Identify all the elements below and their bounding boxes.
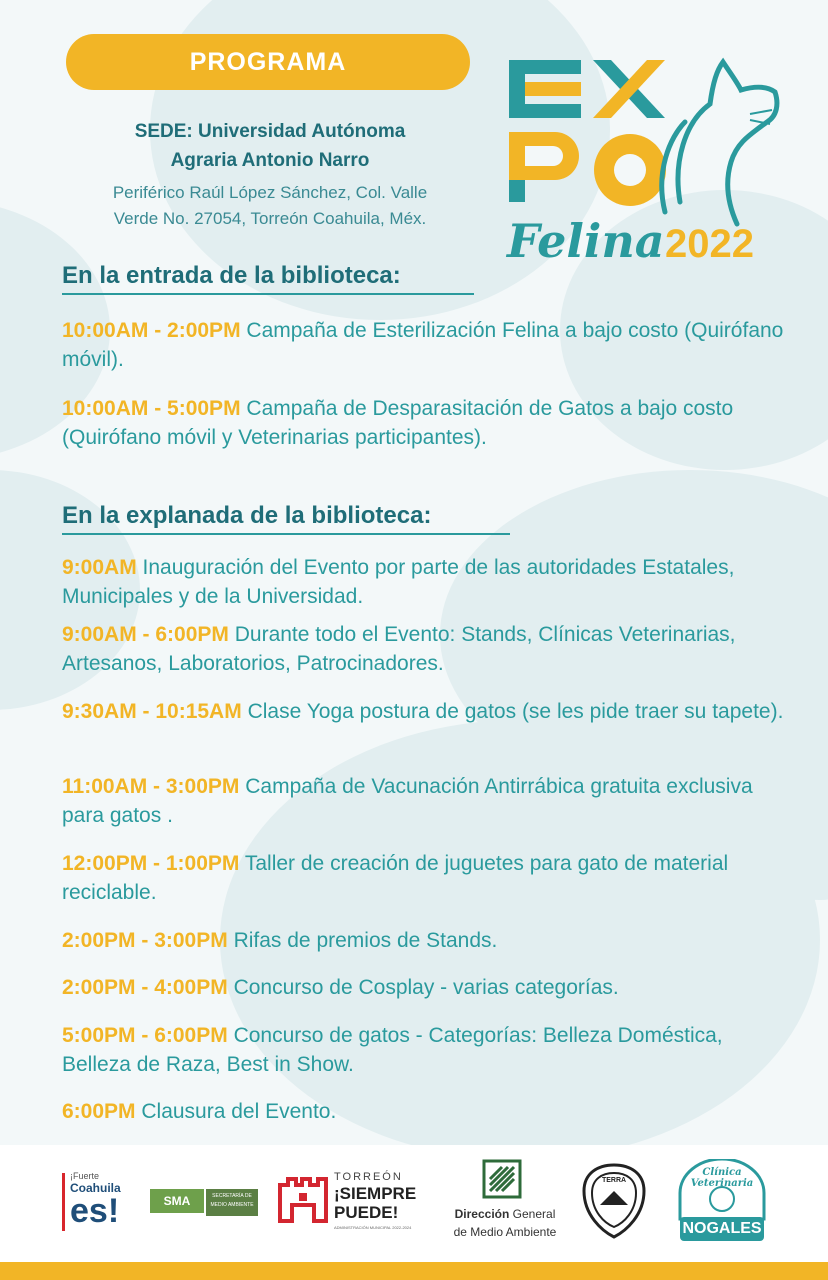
venue-line: SEDE: Universidad Autónoma (134, 121, 406, 142)
schedule-item (62, 697, 792, 726)
torreon-logo (278, 1171, 438, 1241)
letter-x (593, 60, 665, 118)
schedule-description: Clausura del Evento. (135, 1100, 337, 1123)
letter-e (509, 60, 581, 118)
schedule-description: Campaña de Esterilización Felina a bajo costo (Quirófano móvil). (62, 319, 784, 371)
torreon-tag: ADMINISTRACIÓN MUNICIPAL 2022-2024 (334, 1225, 412, 1230)
nogales-name: NOGALES (682, 1220, 762, 1237)
coahuila-logo (58, 1169, 140, 1235)
schedule-item (62, 316, 792, 374)
programa-banner (66, 34, 470, 90)
bottom-bar (0, 1262, 828, 1280)
schedule-description: Inauguración del Evento por parte de las autoridades Estatales, Municipales y de la Universidad. (62, 556, 735, 608)
schedule-time: 12:00PM - 1:00PM (62, 852, 240, 875)
sma-sub-line: MEDIO AMBIENTE (210, 1202, 254, 1208)
schedule-time: 9:00AM (62, 556, 137, 579)
schedule-item (62, 553, 792, 611)
venue-name (60, 117, 480, 175)
schedule-time: 9:30AM - 10:15AM (62, 700, 242, 723)
schedule-description: Concurso de gatos - Categorías: Belleza Doméstica, Belleza de Raza, Best in Show. (62, 1024, 723, 1076)
direccion-logo (452, 1159, 558, 1251)
seal-icon (580, 1161, 648, 1241)
schedule-description: Concurso de Cosplay - varias categorías. (227, 976, 619, 999)
leaf-icon (482, 1159, 522, 1199)
terra-seal-logo (580, 1161, 648, 1241)
felina-word: Felina (507, 214, 665, 267)
direccion-line (452, 1207, 558, 1221)
schedule-item (62, 772, 792, 830)
schedule-time: 6:00PM (62, 1100, 136, 1123)
venue-line: Agraria Antonio Narro (170, 150, 370, 171)
coahuila-small-text: ¡Fuerte (70, 1171, 100, 1181)
schedule-time: 5:00PM - 6:00PM (62, 1024, 228, 1047)
schedule-time: 10:00AM - 5:00PM (62, 397, 241, 420)
sponsor-footer (0, 1145, 828, 1262)
schedule-item (62, 620, 792, 678)
terra-label: TERRA (601, 1177, 627, 1184)
nogales-arc-text: Clínica Veterinaria (690, 1167, 754, 1189)
expo-felina-logo (505, 52, 790, 267)
year-text: 2022 (665, 222, 754, 266)
schedule-time: 10:00AM - 2:00PM (62, 319, 241, 342)
torreon-castle-icon (278, 1175, 328, 1223)
schedule-description: Clase Yoga postura de gatos (se les pide traer su tapete). (241, 700, 784, 723)
address-line: Verde No. 27054, Torreón Coahuila, Méx. (113, 209, 427, 228)
address-line: Periférico Raúl López Sánchez, Col. Valle (112, 183, 428, 202)
schedule-time: 2:00PM - 4:00PM (62, 976, 228, 999)
torreon-slogan-line: ¡SIEMPRE (334, 1184, 417, 1203)
schedule-item (62, 1097, 792, 1126)
schedule-item (62, 926, 792, 955)
schedule-description: Campaña de Desparasitación de Gatos a bajo costo (Quirófano móvil y Veterinarias participantes). (62, 397, 734, 449)
schedule-item (62, 849, 792, 907)
torreon-slogan-line: PUEDE! (334, 1203, 399, 1222)
schedule-description: Campaña de Vacunación Antirrábica gratuita exclusiva para gatos . (62, 775, 753, 827)
schedule-time: 2:00PM - 3:00PM (62, 929, 228, 952)
schedule-description: Durante todo el Evento: Stands, Clínicas Veterinarias, Artesanos, Laboratorios, Patrocinadores. (62, 623, 736, 675)
programa-label: PROGRAMA (189, 47, 347, 76)
direccion-general: General (509, 1207, 556, 1221)
schedule-time: 11:00AM - 3:00PM (62, 775, 240, 798)
cat-outline-icon (678, 62, 777, 224)
schedule-time: 9:00AM - 6:00PM (62, 623, 229, 646)
section-heading-esplanade: En la explanada de la biblioteca: (62, 502, 510, 535)
section-heading-entrance: En la entrada de la biblioteca: (62, 262, 474, 295)
sma-logo (150, 1189, 260, 1215)
schedule-description: Rifas de premios de Stands. (227, 929, 498, 952)
schedule-item (62, 973, 792, 1002)
venue-address (60, 180, 480, 232)
nogales-logo (672, 1159, 772, 1247)
coahuila-es: es! (70, 1192, 120, 1230)
sma-abbr: SMA (150, 1189, 204, 1213)
letter-p (509, 132, 579, 202)
coahuila-name: Coahuila (70, 1181, 121, 1195)
sma-sub-line: SECRETARÍA DE (212, 1193, 252, 1199)
schedule-item (62, 394, 792, 452)
direccion-bold: Dirección (454, 1207, 510, 1221)
torreon-city: TORREÓN (334, 1171, 403, 1183)
sma-subtitle (206, 1189, 258, 1216)
schedule-description: Taller de creación de juguetes para gato de material reciclable. (62, 852, 729, 904)
direccion-line: de Medio Ambiente (453, 1225, 557, 1239)
schedule-item (62, 1021, 792, 1079)
